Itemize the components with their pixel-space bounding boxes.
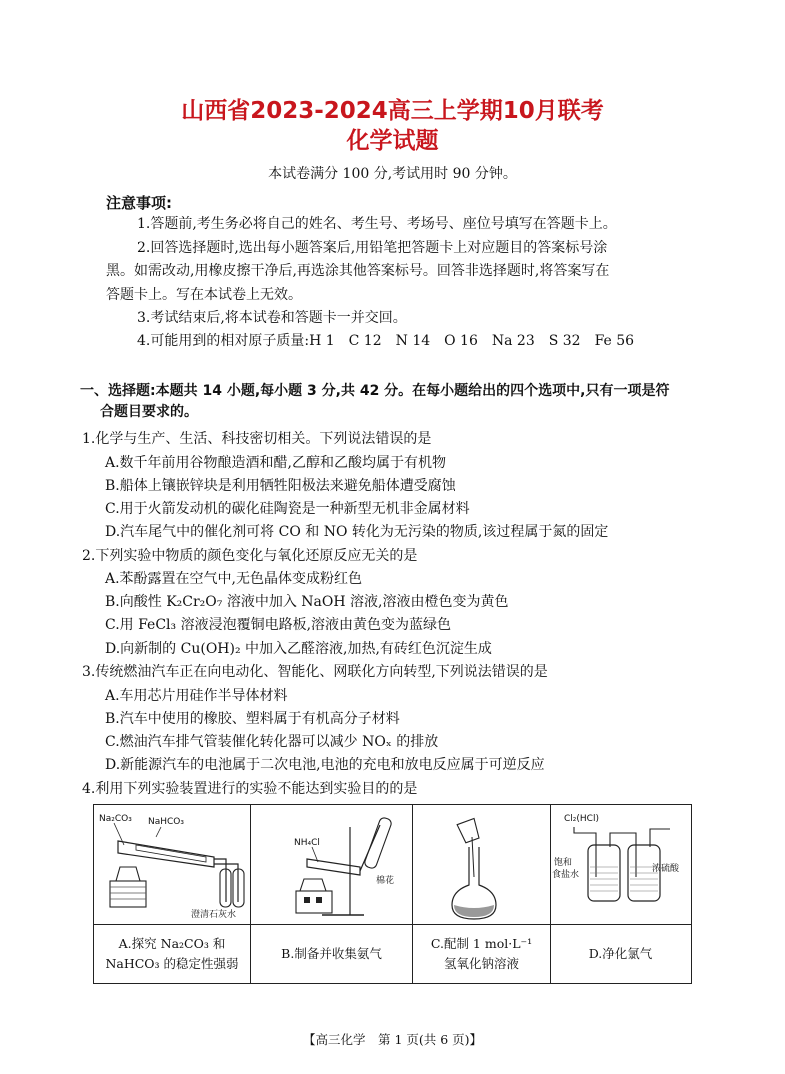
label-nahco3: NaHCO₃ (148, 817, 184, 827)
apparatus-d-figure (552, 807, 690, 922)
apparatus-d-drawing (552, 807, 690, 922)
question-stem: 3.传统燃油汽车正在向电动化、智能化、网联化方向转型,下列说法错误的是 (82, 664, 548, 680)
notice-heading: 注意事项: (106, 194, 172, 212)
notice-line: 3.考试结束后,将本试卷和答题卡一并交回。 (137, 310, 407, 326)
apparatus-c-drawing (414, 807, 548, 922)
section-heading-line: 合题目要求的。 (100, 404, 198, 420)
exam-title: 山西省2023-2024高三上学期10月联考 (181, 98, 604, 124)
question-option: D.向新制的 Cu(OH)₂ 中加入乙醛溶液,加热,有砖红色沉淀生成 (105, 641, 492, 657)
question-option: C.燃油汽车排气管装催化转化器可以减少 NOₓ 的排放 (105, 734, 439, 750)
question-option: D.汽车尾气中的催化剂可将 CO 和 NO 转化为无污染的物质,该过程属于氮的固定 (105, 524, 609, 540)
question-option: B.向酸性 K₂Cr₂O₇ 溶液中加入 NaOH 溶液,溶液由橙色变为黄色 (105, 594, 509, 610)
label-limewater: 澄清石灰水 (191, 910, 237, 920)
apparatus-b-drawing (252, 807, 410, 922)
label-na2co3: Na₂CO₃ (99, 814, 132, 824)
question-option: B.船体上镶嵌锌块是利用牺牲阳极法来避免船体遭受腐蚀 (105, 478, 456, 494)
section-heading (80, 381, 710, 423)
caption-a (94, 925, 250, 983)
label-brine-1: 饱和 (554, 858, 573, 868)
apparatus-c-figure (414, 807, 548, 922)
question-stem: 1.化学与生产、生活、科技密切相关。下列说法错误的是 (82, 431, 432, 447)
caption-c-line1: C.配制 1 mol·L⁻¹ (430, 936, 533, 951)
question-option: C.用于火箭发动机的碳化硅陶瓷是一种新型无机非金属材料 (105, 501, 470, 517)
question-option: A.车用芯片用硅作半导体材料 (105, 688, 288, 704)
caption-b (251, 925, 412, 983)
caption-c-line2: 氢氧化钠溶液 (443, 956, 519, 971)
label-brine-2: 食盐水 (552, 870, 580, 880)
apparatus-a-drawing (96, 807, 248, 922)
caption-c (413, 925, 550, 983)
caption-a-line1: A.探究 Na₂CO₃ 和 (118, 936, 226, 951)
apparatus-a-figure (96, 807, 248, 922)
question-stem: 4.利用下列实验装置进行的实验不能达到实验目的的是 (82, 781, 418, 797)
question-option: B.汽车中使用的橡胶、塑料属于有机高分子材料 (105, 711, 400, 727)
label-h2so4: 浓硫酸 (652, 864, 680, 874)
notice-line: 黑。如需改动,用橡皮擦干净后,再选涂其他答案标号。回答非选择题时,将答案写在 (106, 263, 610, 279)
caption-a-line2: NaHCO₃ 的稳定性强弱 (105, 956, 239, 971)
question-option: A.苯酚露置在空气中,无色晶体变成粉红色 (105, 571, 363, 587)
page-footer: 【高三化学 第 1 页(共 6 页)】 (302, 1032, 483, 1047)
label-nh4cl: NH₄Cl (294, 838, 320, 848)
question-stem: 2.下列实验中物质的颜色变化与氧化还原反应无关的是 (82, 548, 418, 564)
question-option: C.用 FeCl₃ 溶液浸泡覆铜电路板,溶液由黄色变为蓝绿色 (105, 617, 452, 633)
caption-d-line1: D.净化氯气 (588, 946, 653, 961)
apparatus-b-figure (252, 807, 410, 922)
label-cotton: 棉花 (376, 876, 395, 886)
caption-b-line1: B.制备并收集氨气 (281, 946, 382, 961)
notice-line: 2.回答选择题时,选出每小题答案后,用铅笔把答题卡上对应题目的答案标号涂 (137, 240, 608, 256)
notice-line: 1.答题前,考生务必将自己的姓名、考生号、考场号、座位号填写在答题卡上。 (137, 216, 617, 232)
label-cl2-hcl: Cl₂(HCl) (564, 814, 599, 824)
exam-subject-title: 化学试题 (346, 128, 439, 154)
notice-line: 答题卡上。写在本试卷上无效。 (106, 287, 302, 303)
notice-line: 4.可能用到的相对原子质量:H 1 C 12 N 14 O 16 Na 23 S 32 Fe 56 (137, 333, 635, 349)
caption-d (551, 925, 690, 983)
question-option: D.新能源汽车的电池属于二次电池,电池的充电和放电反应属于可逆反应 (105, 757, 545, 773)
exam-info: 本试卷满分 100 分,考试用时 90 分钟。 (268, 166, 517, 182)
question-option: A.数千年前用谷物酿造酒和醋,乙醇和乙酸均属于有机物 (105, 455, 447, 471)
section-heading-line: 一、选择题:本题共 14 小题,每小题 3 分,共 42 分。在每小题给出的四个选项中,只有一项是符 (80, 383, 670, 399)
experiment-table (93, 804, 692, 984)
